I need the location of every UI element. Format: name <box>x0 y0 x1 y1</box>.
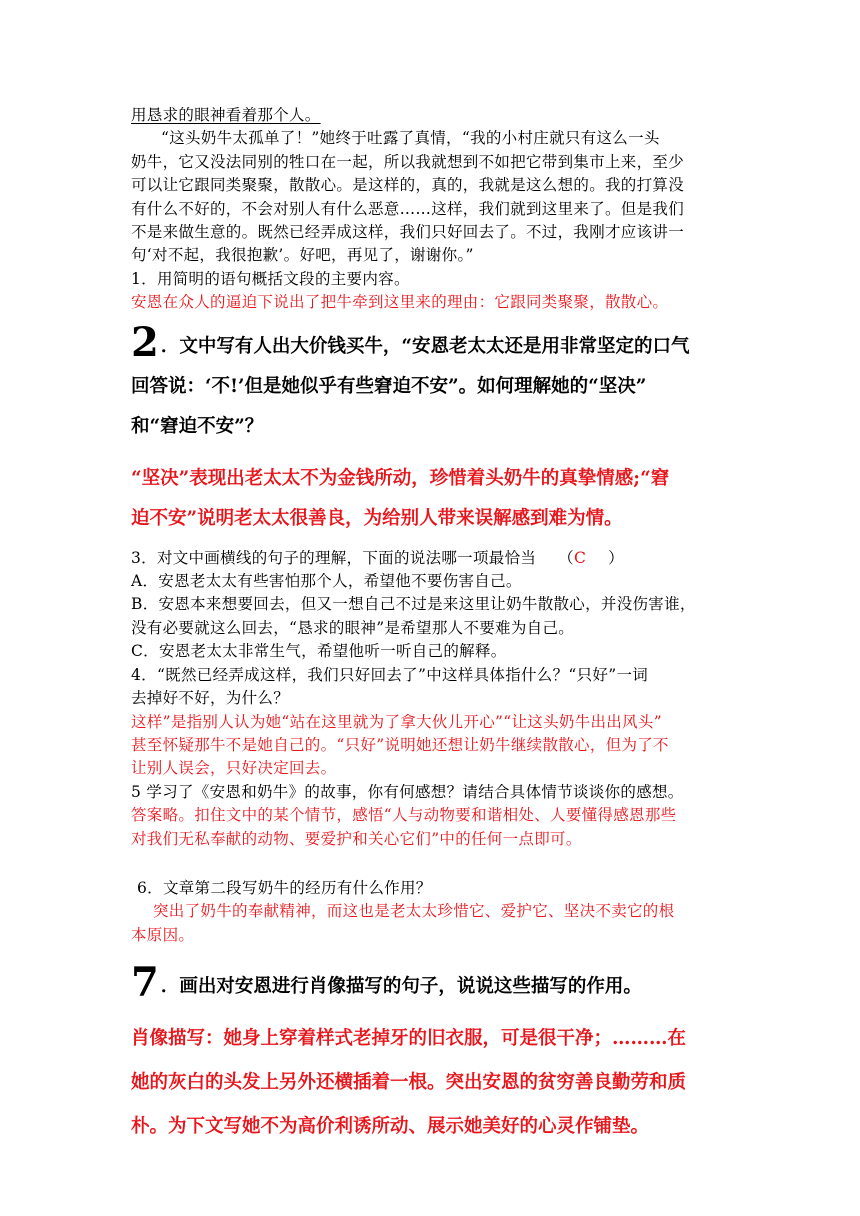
passage-line: 不是来做生意的。既然已经弄成这样，我们只好回去了。不过，我刚才应该讲一 <box>131 223 685 242</box>
answer-6-line: 突出了奶牛的奉献精神，而这也是老太太珍惜它、爱护它、坚决不卖它的根 <box>153 902 675 921</box>
answer-7-line: 朴。为下文写她不为高价利诱所动、展示她美好的心灵作铺垫。 <box>131 1116 650 1138</box>
option-b: B．安恩本来想要回去，但又一想自己不过是来这里让奶牛散散心，并没伤害谁， <box>131 595 696 614</box>
answer-5-line: 答案略。扣住文中的某个情节，感悟“人与动物要和谐相处、人要懂得感恩那些 <box>131 806 677 825</box>
answer-3-open: （ <box>558 548 574 567</box>
answer-7-line: 她的灰白的头发上另外还横插着一根。突出安恩的贫穷善良勤劳和质 <box>131 1072 687 1094</box>
question-2 <box>131 318 731 447</box>
answer-4-line: 让别人误会，只好决定回去。 <box>131 759 337 778</box>
passage-paragraph <box>131 127 731 267</box>
option-b-cont: 没有必要就这么回去，“恳求的眼神”是希望那人不要难为自己。 <box>131 618 575 637</box>
question-2-line: 回答说：‘不!’但是她似乎有些窘迫不安”。如何理解她的“坚决” <box>131 375 647 397</box>
passage-line: 奶牛，它又没法同别的牲口在一起，所以我就想到不如把它带到集市上来，至少 <box>131 152 685 171</box>
answer-2 <box>131 459 731 539</box>
passage-line: 可以让它跟同类聚聚，散散心。是这样的，真的，我就是这么想的。我的打算没 <box>131 176 685 195</box>
answer-2-line: 迫不安”说明老太太很善良，为给别人带来误解感到难为情。 <box>131 507 623 529</box>
question-2-number: 2 <box>131 318 159 366</box>
question-3 <box>131 547 731 570</box>
question-5: 5 学习了《安恩和奶牛》的故事，你有何感想？请结合具体情节谈谈你的感想。 <box>131 782 684 801</box>
question-3-text: 3．对文中画横线的句子的理解，下面的说法哪一项最恰当 <box>131 548 537 567</box>
question-2-line: 和“窘迫不安”？ <box>131 415 264 437</box>
question-7 <box>131 959 731 1011</box>
passage-line: “这头奶牛太孤单了！”她终于吐露了真情，“我的小村庄就只有这么一头 <box>161 129 660 148</box>
answer-2-line: “坚决”表现出老太太不为金钱所动，珍惜着头奶牛的真挚情感;“窘 <box>131 467 670 489</box>
question-2-line: ．文中写有人出大价钱买牛，“安恩老太太还是用非常坚定的口气 <box>160 335 690 357</box>
answer-4-line: 甚至怀疑那牛不是她自己的。“只好”说明她还想让奶牛继续散散心，但为了不 <box>131 735 669 754</box>
answer-4-line: 这样”是指别人认为她“站在这里就为了拿大伙儿开心”“让这头奶牛出出风头” <box>131 712 662 731</box>
question-6: 6．文章第二段写奶牛的经历有什么作用？ <box>137 878 432 897</box>
question-4-line: 去掉好不好，为什么？ <box>131 689 290 708</box>
answer-3: C <box>573 548 587 567</box>
question-4-line: 4．“既然已经弄成这样，我们只好回去了”中这样具体指什么？“只好”一词 <box>131 665 649 684</box>
option-c: C．安恩老太太非常生气，希望他听一听自己的解释。 <box>131 642 507 661</box>
question-1: 1．用简明的语句概括文段的主要内容。 <box>131 269 410 288</box>
answer-6-line: 本原因。 <box>131 925 195 944</box>
passage-line: 有什么不好的，不会对别人有什么恶意……这样，我们就到这里来了。但是我们 <box>131 199 685 218</box>
question-7-number: 7 <box>131 959 159 1007</box>
answer-5-line: 对我们无私奉献的动物、要爱护和关心它们”中的任何一点即可。 <box>131 829 582 848</box>
answer-1: 安恩在众人的逼迫下说出了把牛牵到这里来的理由：它跟同类聚聚，散散心。 <box>131 293 669 312</box>
answer-7-line: 肖像描写：她身上穿着样式老掉牙的旧衣服，可是很干净；………在 <box>131 1028 687 1050</box>
document-page <box>131 104 731 1149</box>
passage-line: 句‘对不起，我很抱歉’。好吧，再见了，谢谢你。” <box>131 246 474 265</box>
passage-underlined-line: 用恳求的眼神看着那个人。 <box>131 106 321 124</box>
answer-3-close: ） <box>608 548 624 567</box>
option-a: A．安恩老太太有些害怕那个人，希望他不要伤害自己。 <box>131 572 522 591</box>
question-7-text: ．画出对安恩进行肖像描写的句子，说说这些描写的作用。 <box>160 976 642 998</box>
